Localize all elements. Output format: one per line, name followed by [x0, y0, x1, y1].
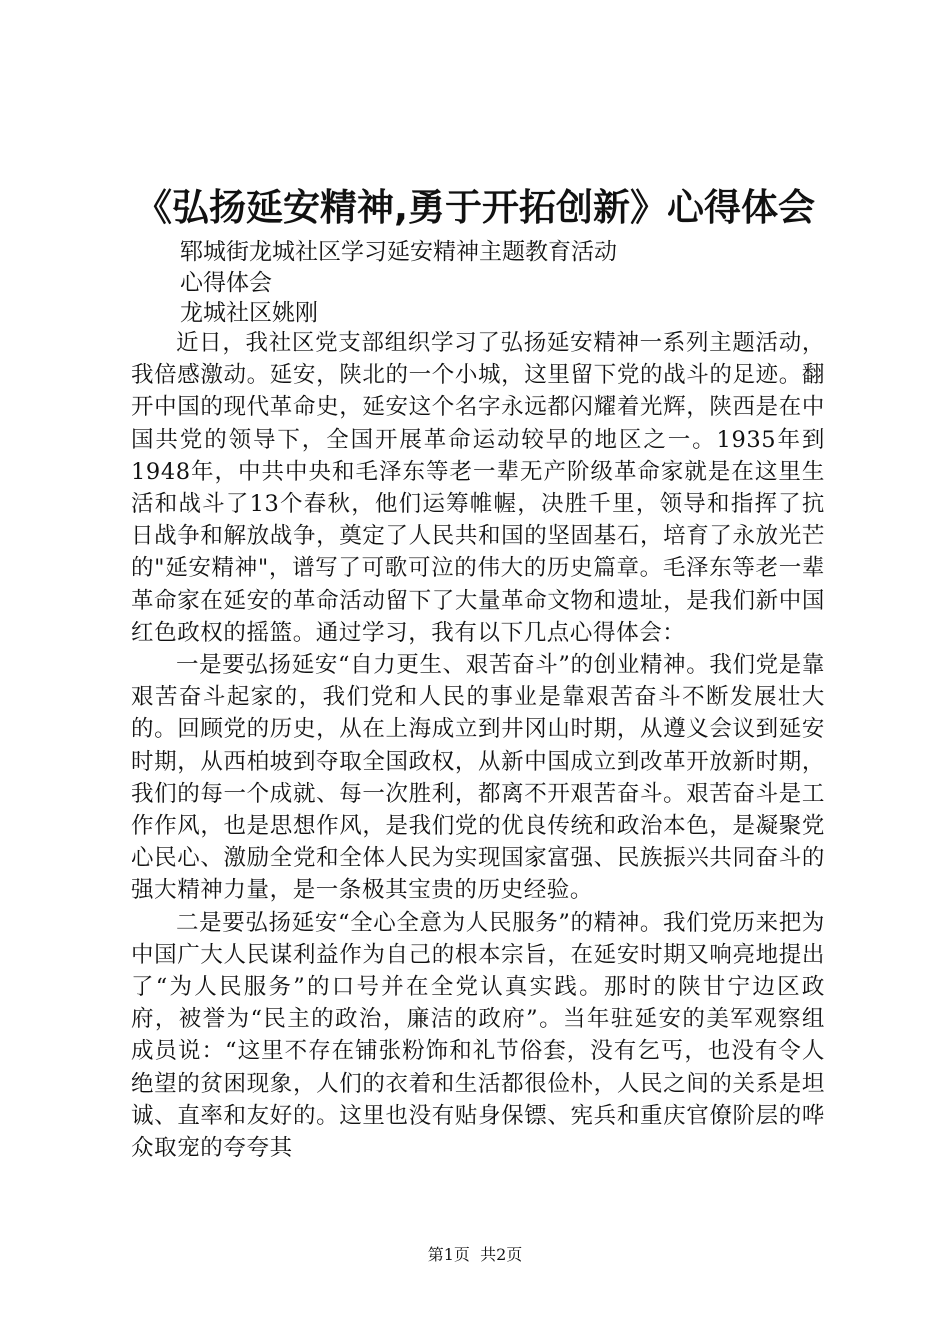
page-footer: 第1页 共2页: [427, 1245, 523, 1264]
subtitle-line-2: 心得体会: [180, 270, 272, 296]
paragraph: 近日，我社区党支部组织学习了弘扬延安精神一系列主题活动，我倍感激动。延安，陕北的一个小城，这里留下党的战斗的足迹。翻开中国的现代革命史，延安这个名字永远都闪耀着光辉，陕西是在中国共党的领导下，全国开展革命运动较早的地区之一。1935年到1948年，中共中央和毛泽东等老一辈无产阶级革命家就是在这里生活和战斗了13个春秋，他们运筹帷幄，决胜千里，领导和指挥了抗日战争和解放战争，奠定了人民共和国的坚固基石，培育了永放光芒的"延安精神"，谱写了可歌可泣的伟大的历史篇章。毛泽东等老一辈革命家在延安的革命活动留下了大量革命文物和遗址，是我们新中国红色政权的摇篮。通过学习，我有以下几点心得体会：: [131, 330, 825, 646]
paragraph: 二是要弘扬延安“全心全意为人民服务”的精神。我们党历来把为中国广大人民谋利益作为自己的根本宗旨，在延安时期又响亮地提出了“为人民服务”的口号并在全党认真实践。那时的陕甘宁边区政府，被誉为“民主的政治，廉洁的政府”。当年驻延安的美军观察组成员说：“这里不存在铺张粉饰和礼节俗套，没有乞丐，也没有令人绝望的贫困现象，人们的衣着和生活都很俭朴，人民之间的关系是坦诚、直率和友好的。这里也没有贴身保镖、宪兵和重庆官僚阶层的哗众取宠的夸夸其: [131, 909, 825, 1162]
document-title: 《弘扬延安精神,勇于开拓创新》心得体会: [134, 186, 816, 229]
subtitle-line-1: 郓城街龙城社区学习延安精神主题教育活动: [180, 239, 617, 265]
paragraph: 一是要弘扬延安“自力更生、艰苦奋斗”的创业精神。我们党是靠艰苦奋斗起家的，我们党和人民的事业是靠艰苦奋斗不断发展壮大的。回顾党的历史，从在上海成立到井冈山时期，从遵义会议到延安时期，从西柏坡到夺取全国政权，从新中国成立到改革开放新时期，我们的每一个成就、每一次胜利，都离不开艰苦奋斗。艰苦奋斗是工作作风，也是思想作风，是我们党的优良传统和政治本色，是凝聚党心民心、激励全党和全体人民为实现国家富强、民族振兴共同奋斗的强大精神力量，是一条极其宝贵的历史经验。: [131, 652, 825, 904]
document-body: [131, 327, 825, 1164]
author-line: 龙城社区姚刚: [180, 300, 318, 326]
